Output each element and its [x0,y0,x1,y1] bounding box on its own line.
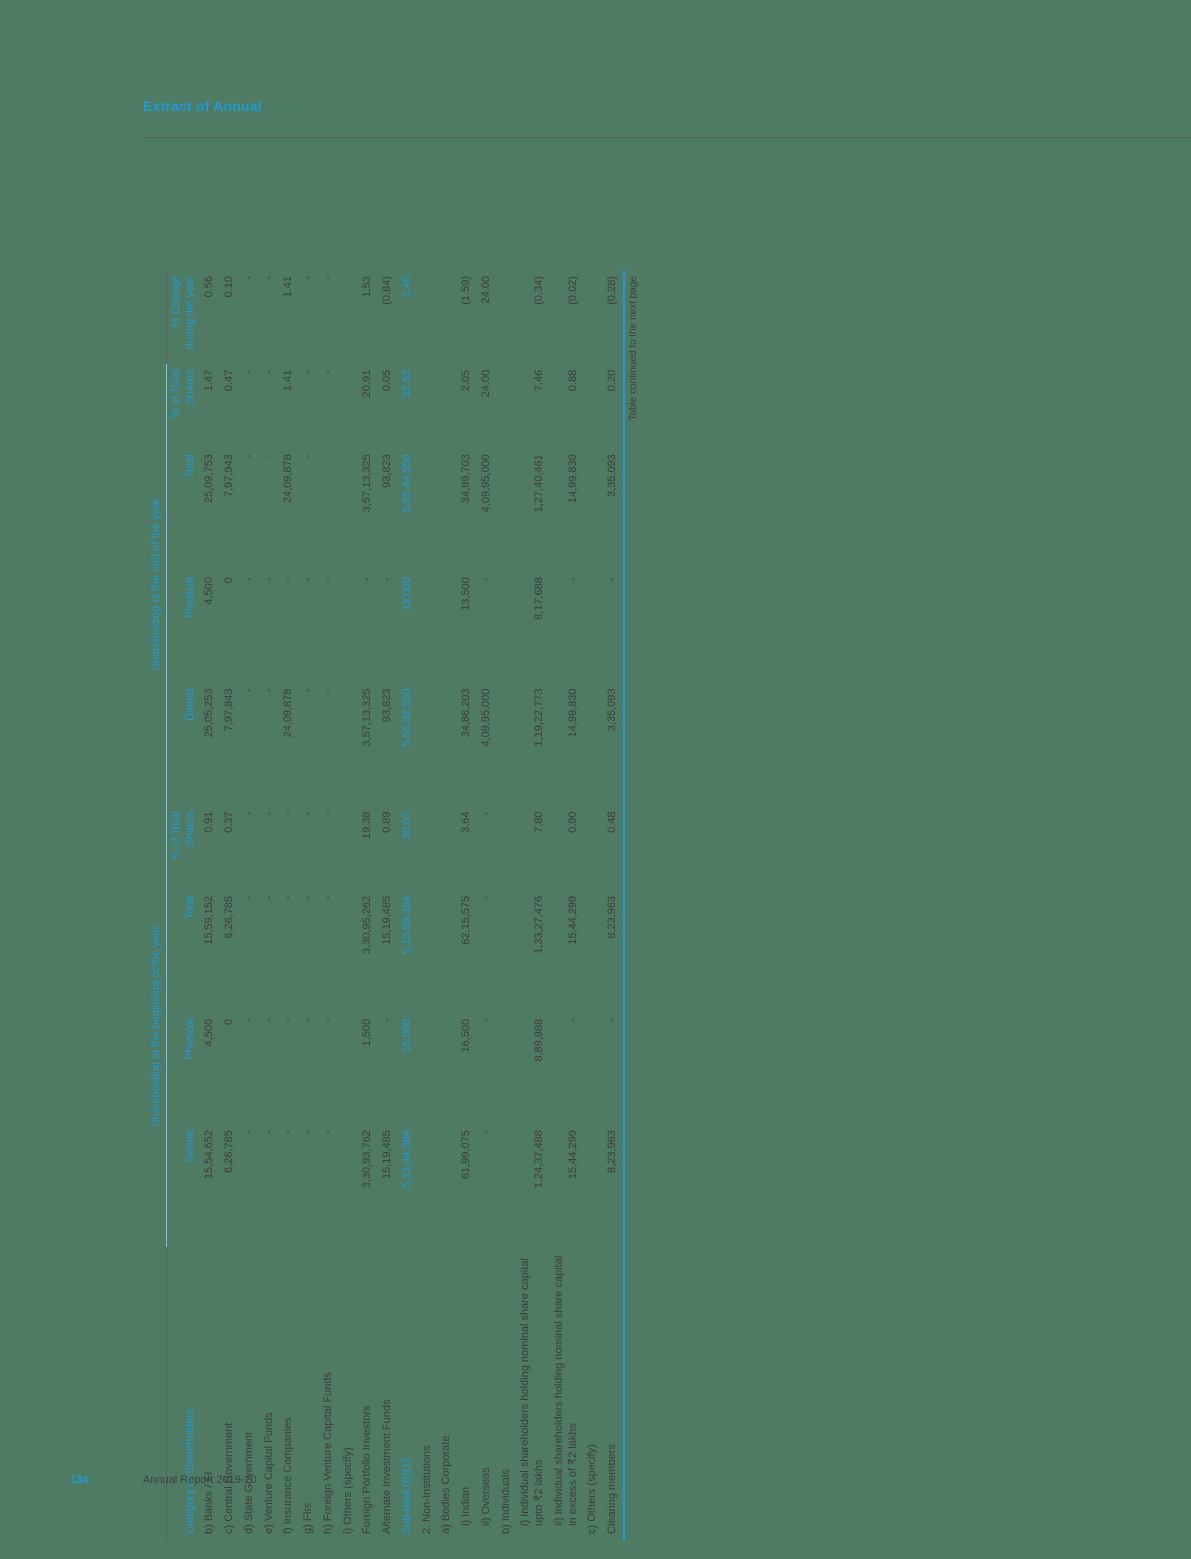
cell-begin-demat [339,1124,359,1247]
cell-end-physical: - [566,577,579,581]
cell-begin-demat: 8,23,963 [606,1130,618,1173]
cell-end-physical: - [381,577,393,581]
cell-change: 0.10 [223,276,235,298]
cell-change: (0.02) [566,276,579,305]
cell-change [339,270,359,364]
cell-begin-physical [497,1013,517,1124]
cell-change: - [321,276,334,280]
footer-page-number: 134 [70,1474,89,1486]
cell-category: Foreign Portfolio Investors [361,1405,374,1534]
cell-begin-demat: 15,54,652 [203,1130,216,1180]
col-header-begin-physical: Physical [166,1013,200,1124]
table-row [220,270,240,1540]
cell-end-total: 5,55,44,950 [400,454,413,513]
cell-begin-pct: 30.07 [400,811,413,839]
cell-begin-demat: 61,99,075 [460,1130,472,1180]
cell-end-physical [418,571,438,682]
cell-change: 24.00 [479,276,492,304]
col-header-begin-demat: Demat [166,1124,200,1247]
cell-end-physical: - [321,577,334,581]
cell-end-total: - [242,454,255,458]
cell-end-pct: - [321,369,334,374]
cell-change [437,270,457,364]
table-row [550,270,584,1540]
cell-end-total [418,448,438,571]
cell-end-physical [497,571,517,682]
table-row [200,270,220,1540]
cell-begin-total: - [242,895,255,900]
cell-begin-physical [437,1013,457,1124]
cell-begin-demat: 1,24,37,488 [533,1130,545,1189]
cell-end-total: - [321,454,334,458]
cell-category: h) Foreign Venture Capital Funds [321,1371,334,1534]
cell-change: 1.53 [361,276,374,298]
header-title-rest: Return [261,98,313,114]
cell-begin-pct [339,805,359,889]
cell-begin-physical [418,1013,438,1124]
cell-begin-pct: 0.37 [223,811,235,833]
cell-category: c) Central Government [223,1422,235,1534]
cell-begin-total: 15,59,152 [203,895,216,945]
col-header-begin-pct: % of Total Shares [166,805,200,889]
col-header-end-physical: Physical [166,571,200,682]
cell-begin-demat: 3,30,93,762 [361,1130,374,1189]
cell-end-total: 4,09,95,000 [479,454,492,513]
cell-begin-demat [497,1124,517,1247]
cell-begin-demat: - [321,1130,334,1134]
cell-begin-physical [339,1013,359,1124]
cell-end-demat: 3,57,13,325 [361,688,374,747]
cell-begin-total: - [321,895,334,900]
cell-end-pct: 0.88 [566,369,579,392]
table-row [279,270,299,1540]
cell-end-total [339,448,359,571]
cell-end-pct: 0.05 [381,369,393,392]
cell-begin-total [418,890,438,1013]
cell-begin-demat: 15,19,485 [381,1130,393,1180]
cell-category: Clearing members [606,1444,618,1534]
cell-end-demat: - [321,688,334,693]
cell-end-pct: - [262,369,275,374]
col-header-end-total: Total [166,448,200,571]
cell-begin-physical: - [262,1018,275,1023]
group-header-end: Shareholding at the end of the year [147,364,166,806]
cell-end-demat: 34,86,203 [460,688,472,738]
cell-end-pct: 0.20 [606,369,618,392]
cell-end-demat: 1,19,22,773 [533,688,545,747]
cell-end-pct [418,364,438,448]
cell-begin-physical: - [606,1018,618,1023]
cell-category: Alternate Investment Funds [381,1399,393,1534]
cell-begin-total: 15,19,485 [381,895,393,945]
cell-end-demat: 24,09,878 [282,688,295,738]
cell-end-total: 7,97,943 [223,454,235,498]
cell-end-demat [497,682,517,805]
cell-change: 2.45 [400,276,413,298]
cell-end-physical [339,571,359,682]
cell-begin-total: 3,30,95,262 [361,895,374,954]
cell-end-demat: 7,97,943 [223,688,235,732]
cell-category: b) Individuals [499,1469,512,1534]
cell-end-pct: 0.47 [223,369,235,392]
cell-category: f) Insurance Companies [282,1417,295,1534]
table-row [516,270,550,1540]
cell-begin-physical: 15,000 [400,1018,413,1053]
cell-change: (0.34) [533,276,545,305]
cell-category: g) FIIs [302,1502,314,1534]
cell-begin-physical: 1,500 [361,1018,374,1047]
cell-end-physical: 12,000 [400,577,413,611]
cell-end-total [437,448,457,571]
cell-end-physical: - [282,577,295,581]
cell-begin-physical: - [321,1018,334,1023]
cell-begin-pct: - [302,811,314,816]
cell-end-demat: 93,823 [381,688,393,723]
cell-end-pct: 1.47 [203,369,216,392]
cell-begin-total: - [282,895,295,900]
shareholding-table [147,270,643,1540]
cell-end-pct: - [242,369,255,374]
cell-end-physical: - [302,577,314,581]
cell-category: ii) Overseas [479,1467,492,1526]
col-header-category: Category of Shareholders [166,1247,200,1540]
table-row [477,270,497,1540]
table-row [437,270,457,1540]
cell-begin-pct: 19.38 [361,811,374,839]
table-row [378,270,398,1540]
cell-end-physical: - [262,577,275,581]
cell-end-total: - [262,454,275,458]
cell-begin-demat: - [282,1130,295,1134]
cell-begin-pct: 0.91 [203,811,216,833]
cell-end-demat [418,682,438,805]
cell-category: b) Banks / FI [203,1471,216,1534]
cell-change: - [262,276,275,280]
cell-begin-physical: 16,500 [460,1018,472,1053]
cell-begin-pct: - [282,811,295,816]
table-column-header-row [166,270,200,1540]
cell-begin-pct: 0.90 [566,811,579,833]
cell-category: Sub-total (B)(1): [400,1455,413,1534]
cell-begin-demat: 15,44,299 [566,1130,579,1180]
table-row [603,270,624,1540]
table-row [319,270,339,1540]
cell-begin-pct: - [479,811,492,816]
cell-begin-pct: 0.48 [606,811,618,833]
cell-end-total: 24,09,878 [282,454,295,504]
cell-begin-physical: - [566,1018,579,1023]
cell-change [583,270,603,364]
cell-begin-total [437,890,457,1013]
cell-end-total [583,448,603,571]
cell-begin-physical: - [381,1018,393,1023]
cell-end-pct [437,364,457,448]
cell-begin-pct [583,805,603,889]
cell-change: (0.84) [381,276,393,305]
cell-end-physical: 0 [223,577,235,584]
group-header-change [147,270,166,364]
cell-begin-total: - [302,895,314,900]
table-continued-note: Table continued to the next page [627,276,639,421]
cell-end-physical: - [479,577,492,581]
cell-begin-physical: - [242,1018,255,1023]
cell-category: i) Individual shareholders holding nominal share capital upto ₹2 lakhs [519,1258,545,1526]
cell-end-pct [497,364,517,448]
cell-end-pct: - [302,369,314,374]
table-row [260,270,280,1540]
cell-begin-total [497,890,517,1013]
cell-begin-physical: - [302,1018,314,1023]
cell-change: 1.41 [282,276,295,298]
cell-begin-total: - [479,895,492,900]
cell-end-demat [583,682,603,805]
cell-begin-demat [583,1124,603,1247]
cell-begin-total: 62,15,575 [460,895,472,945]
table-footer-row [624,270,644,1540]
cell-end-demat [339,682,359,805]
cell-begin-total: 8,23,963 [606,895,618,939]
cell-begin-demat: - [302,1130,314,1134]
table-group-header-row [147,270,166,1540]
col-header-begin-total: Total [166,890,200,1013]
cell-begin-demat: 6,26,785 [223,1130,235,1173]
cell-change [497,270,517,364]
cell-end-total: 93,823 [381,454,393,488]
cell-end-demat: 14,99,830 [566,688,579,738]
table-row [418,270,438,1540]
cell-begin-total: 1,33,27,476 [533,895,545,954]
cell-end-physical: - [242,577,255,581]
cell-category: e) Venture Capital Funds [262,1412,275,1534]
footer-report-label: Annual Report 2019-20 [143,1474,257,1486]
cell-end-physical [437,571,457,682]
cell-end-pct: 1.41 [282,369,295,392]
cell-begin-pct: - [262,811,275,816]
cell-end-pct: 2.05 [460,369,472,392]
cell-change: - [242,276,255,280]
cell-end-total: 25,09,753 [203,454,216,504]
cell-change [418,270,438,364]
cell-change: 0.56 [203,276,216,298]
cell-begin-demat [418,1124,438,1247]
cell-category: i) Others (specify) [341,1447,354,1534]
col-header-end-demat: Demat [166,682,200,805]
cell-end-demat: 3,35,093 [606,688,618,732]
cell-category: c) Others (specify) [586,1444,599,1534]
cell-begin-pct [437,805,457,889]
table-row [299,270,319,1540]
cell-end-pct [339,364,359,448]
col-header-end-pct: % of Total Shares [166,364,200,448]
cell-end-total [497,448,517,571]
cell-end-total: - [302,454,314,458]
cell-end-total: 34,99,703 [460,454,472,504]
cell-end-demat: - [242,688,255,693]
cell-end-physical: 4,500 [203,577,216,605]
cell-category: d) State Government [242,1431,255,1534]
cell-end-pct [583,364,603,448]
cell-end-total: 14,99,830 [566,454,579,504]
cell-category: ii) Individual shareholders holding nominal share capital in excess of ₹2 lakhs [552,1255,579,1526]
cell-change: (1.59) [460,276,472,305]
cell-end-total: 3,35,093 [606,454,618,498]
table-row [457,270,477,1540]
cell-end-total: 3,57,13,325 [361,454,374,513]
cell-end-pct: 20.91 [361,369,374,398]
cell-end-physical [583,571,603,682]
cell-begin-physical [583,1013,603,1124]
cell-end-demat: 4,09,95,000 [479,688,492,747]
cell-category: a) Bodies Corporate [440,1435,453,1534]
cell-begin-pct [418,805,438,889]
table-row [497,270,517,1540]
group-header-category [147,1247,166,1540]
cell-begin-demat [437,1124,457,1247]
table-area [147,270,1047,1540]
cell-end-demat [437,682,457,805]
cell-begin-demat: - [242,1130,255,1134]
cell-begin-pct: - [321,811,334,816]
cell-begin-pct: 3.64 [460,811,472,833]
col-header-change: % Change during the year [166,270,200,364]
cell-end-demat: - [302,688,314,693]
cell-change: (0.28) [606,276,618,305]
cell-end-demat: 5,55,32,950 [400,688,413,747]
cell-begin-pct: 7.80 [533,811,545,833]
group-header-beginning: Shareholding at the beginning of the year [147,805,166,1247]
cell-begin-physical: 0 [223,1018,235,1025]
cell-begin-total: 5,13,59,384 [400,895,413,954]
cell-category: i) Indian [460,1486,472,1526]
cell-end-physical: 8,17,688 [533,577,545,621]
cell-end-physical: - [606,577,618,581]
table-row [339,270,359,1540]
cell-end-demat: 25,05,253 [203,688,216,738]
cell-begin-demat: - [479,1130,492,1134]
cell-begin-pct [497,805,517,889]
cell-end-pct: 7.46 [533,369,545,392]
cell-end-pct: 32.52 [400,369,413,398]
cell-begin-physical: 8,89,988 [533,1018,545,1062]
cell-end-total: 1,27,40,461 [533,454,545,513]
cell-category: 2. Non-Institutions [420,1445,433,1534]
cell-begin-pct: 0.89 [381,811,393,833]
cell-begin-physical: - [479,1018,492,1023]
cell-begin-total [583,890,603,1013]
table-row [240,270,260,1540]
table-row [583,270,603,1540]
cell-begin-physical: - [282,1018,295,1023]
table-row [358,270,378,1540]
cell-end-pct: 24.00 [479,369,492,398]
cell-begin-total: 6,26,785 [223,895,235,939]
cell-end-demat: - [262,688,275,693]
cell-end-physical: 13,500 [460,577,472,611]
cell-begin-demat: - [262,1130,275,1134]
cell-begin-pct: - [242,811,255,816]
table-body [200,270,624,1540]
table-row [398,270,418,1540]
cell-begin-demat: 5,13,44,384 [400,1130,413,1189]
header-title-accent: Extract of Annual [143,98,262,114]
cell-change: - [302,276,314,280]
cell-begin-total [339,890,359,1013]
cell-begin-total: 15,44,299 [566,895,579,945]
cell-begin-total: - [262,895,275,900]
cell-begin-physical: 4,500 [203,1018,216,1047]
cell-end-physical: - [361,577,374,581]
